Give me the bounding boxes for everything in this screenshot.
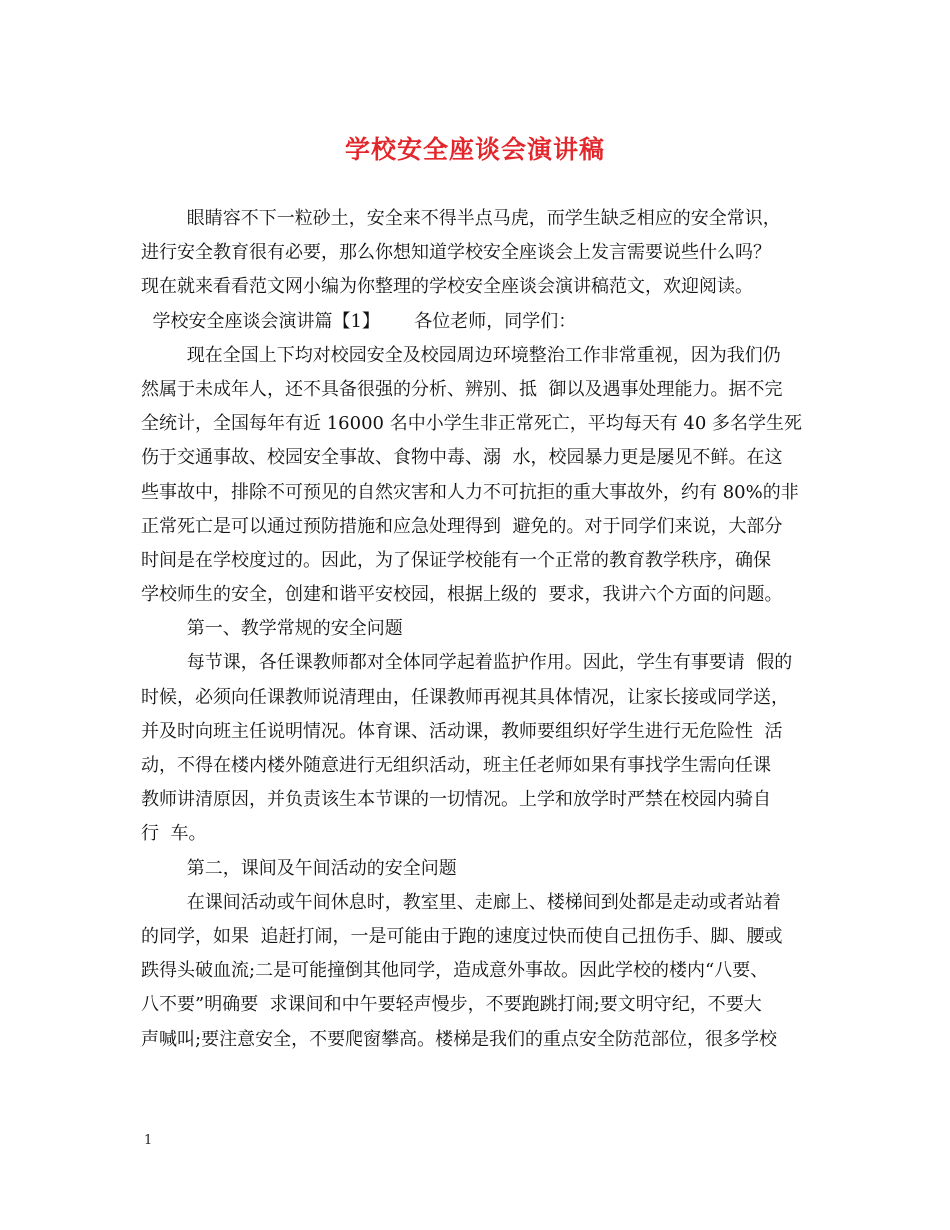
text-line: 现在全国上下均对校园安全及校园周边环境整治工作非常重视，因为我们仍 <box>141 344 781 366</box>
page-number: 1 <box>144 1133 153 1148</box>
text-line: 动，不得在楼内楼外随意进行无组织活动，班主任老师如果有事找学生需向任课 <box>141 755 771 776</box>
text-line: 在课间活动或午间休息时，教室里、走廊上、楼梯间到处都是走动或者站着 <box>141 891 781 913</box>
text-line: 并及时向班主任说明情况。体育课、活动课，教师要组织好学生进行无危险性 活 <box>141 720 783 742</box>
text-line: 全统计，全国每年有近 16000 名中小学生非正常死亡，平均每天有 40 多名学生死 <box>141 413 803 435</box>
text-line: 学校师生的安全，创建和谐平安校园，根据上级的 要求，我讲六个方面的问题。 <box>141 584 783 606</box>
text-line: 行 车。 <box>141 823 207 845</box>
text-line: 时间是在学校度过的。因此，为了保证学校能有一个正常的教育教学秩序，确保 <box>141 549 771 571</box>
text-line: 现在就来看看范文网小编为你整理的学校安全座谈会演讲稿范文，欢迎阅读。 <box>141 276 753 298</box>
text-line: 八不要”明确要 求课间和中午要轻声慢步，不要跑跳打闹;要文明守纪，不要大 <box>141 994 762 1016</box>
text-line: 每节课，各任课教师都对全体同学起着监护作用。因此，学生有事要请 假的 <box>141 652 793 674</box>
section-heading-line: 学校安全座谈会演讲篇【1】 各位老师，同学们： <box>141 310 577 332</box>
text-line: 眼睛容不下一粒砂土，安全来不得半点马虎，而学生缺乏相应的安全常识， <box>141 208 781 229</box>
section-heading-line: 第一、教学常规的安全问题 <box>141 618 403 640</box>
text-line: 伤于交通事故、校园安全事故、食物中毒、溺 水，校园暴力更是屡见不鲜。在这 <box>141 447 783 469</box>
text-line: 正常死亡是可以通过预防措施和应急处理得到 避免的。对于同学们来说，大部分 <box>141 515 783 537</box>
text-line: 教师讲清原因，并负责该生本节课的一切情况。上学和放学时严禁在校园内骑自 <box>141 789 771 811</box>
text-line: 些事故中，排除不可预见的自然灾害和人力不可抗拒的重大事故外，约有 80%的非 <box>141 481 799 503</box>
document-body <box>141 202 813 1057</box>
text-line: 然属于未成年人，还不具备很强的分析、辨别、抵 御以及遇事处理能力。据不完 <box>141 378 783 400</box>
page-title: 学校安全座谈会演讲稿 <box>344 135 605 164</box>
text-line: 进行安全教育很有必要，那么你想知道学校安全座谈会上发言需要说些什么吗？ <box>141 242 771 264</box>
text-line: 跌得头破血流;二是可能撞倒其他同学，造成意外事故。因此学校的楼内“八要、 <box>141 960 769 982</box>
section-heading-line: 第二，课间及午间活动的安全问题 <box>141 857 457 879</box>
text-line: 时候，必须向任课教师说清理由，任课教师再视其具体情况，让家长接或同学送， <box>141 686 789 708</box>
text-line: 的同学，如果 追赶打闹，一是可能由于跑的速度过快而使自己扭伤手、脚、腰或 <box>141 925 783 947</box>
text-line: 声喊叫;要注意安全，不要爬窗攀高。楼梯是我们的重点安全防范部位，很多学校 <box>141 1028 778 1050</box>
